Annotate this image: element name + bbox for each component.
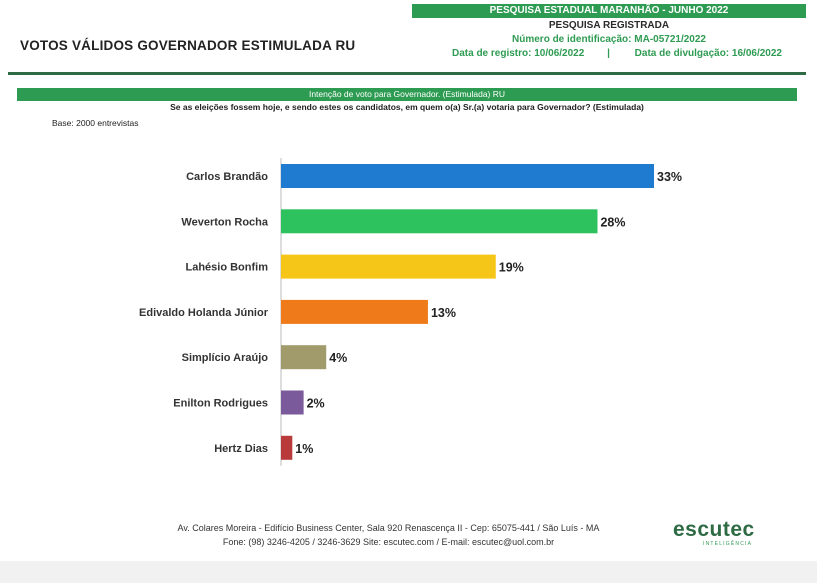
logo-tagline: INTELIGÊNCIA <box>703 541 753 547</box>
category-label: Edivaldo Holanda Júnior <box>139 306 268 319</box>
data-label: 33% <box>657 170 683 184</box>
survey-question: Se as eleições fossem hoje, e sendo estes os candidatos, em quem o(a) Sr.(a) votaria para Governador? (Estimulada) <box>170 102 644 112</box>
bar <box>281 345 326 369</box>
dates-separator: | <box>607 48 610 59</box>
data-label: 1% <box>295 441 314 456</box>
page-title: VOTOS VÁLIDOS GOVERNADOR ESTIMULADA RU <box>20 38 356 53</box>
escutec-logo <box>673 519 755 547</box>
category-label: Hertz Dias <box>214 442 268 455</box>
data-label: 4% <box>329 351 348 366</box>
release-date: Data de divulgação: 16/06/2022 <box>634 48 782 59</box>
bar <box>281 255 496 279</box>
category-label: Lahésio Bonfim <box>185 261 268 274</box>
registration-date: Data de registro: 10/06/2022 <box>452 48 585 59</box>
bottom-strip <box>0 561 817 583</box>
bar-chart <box>0 140 817 480</box>
header-divider <box>8 72 806 75</box>
data-label: 19% <box>498 260 524 275</box>
data-label: 28% <box>600 215 626 230</box>
logo-wordmark: escutec <box>673 518 755 541</box>
dates-line <box>452 48 782 59</box>
data-label: 13% <box>430 305 456 320</box>
sample-base: Base: 2000 entrevistas <box>52 118 139 128</box>
category-label: Simplício Araújo <box>181 352 268 365</box>
category-label: Carlos Brandão <box>186 171 268 183</box>
footer-contact: Fone: (98) 3246-4205 / 3246-3629 Site: escutec.com / E-mail: escutec@uol.com.br <box>222 537 555 547</box>
bar <box>281 300 428 324</box>
identification-number: Número de identificação: MA-05721/2022 <box>512 34 706 45</box>
bar <box>281 209 597 233</box>
survey-banner: PESQUISA ESTADUAL MARANHÃO - JUNHO 2022 <box>412 4 806 18</box>
chart-banner: Intenção de voto para Governador. (Estimulada) RU <box>17 88 797 101</box>
bar <box>281 164 654 188</box>
category-label: Enilton Rodrigues <box>173 397 268 410</box>
footer-address: Av. Colares Moreira - Edifício Business Center, Sala 920 Renascença II - Cep: 65075-441 / São Luís - MA <box>177 523 600 533</box>
category-label: Weverton Rocha <box>181 216 268 229</box>
data-label: 2% <box>306 396 325 411</box>
bar <box>281 391 304 415</box>
bar <box>281 436 292 460</box>
registered-label: PESQUISA REGISTRADA <box>548 20 670 31</box>
